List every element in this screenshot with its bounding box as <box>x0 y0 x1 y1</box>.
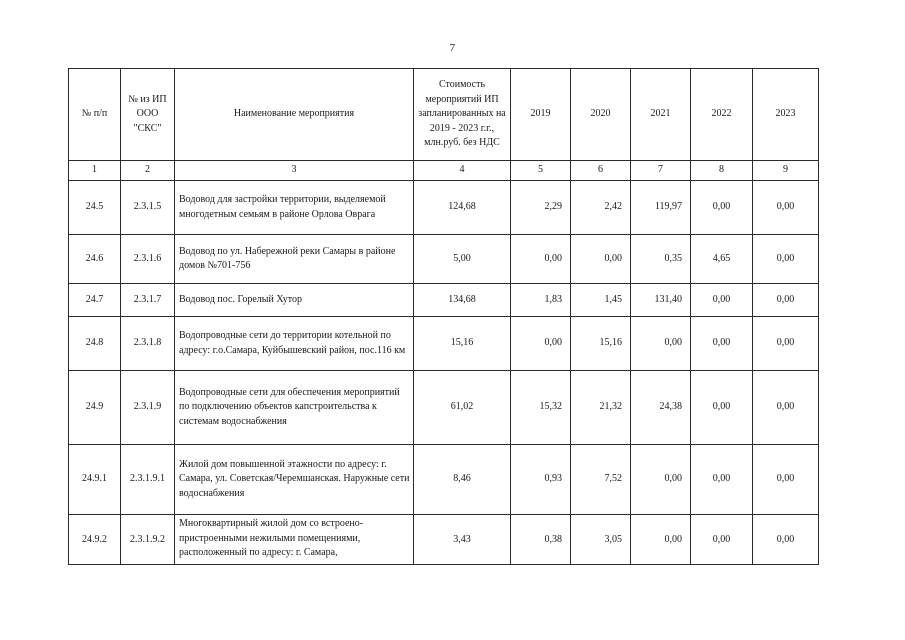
cost-2019: 1,83 <box>511 284 571 317</box>
cost-2020: 3,05 <box>571 515 631 565</box>
column-index: 8 <box>691 161 753 181</box>
cost-2019: 0,38 <box>511 515 571 565</box>
column-index: 1 <box>69 161 121 181</box>
header-ip-number: № из ИП ООО "СКС" <box>121 69 175 161</box>
column-index: 3 <box>175 161 414 181</box>
cost-2019: 0,00 <box>511 317 571 371</box>
cost-2020: 21,32 <box>571 371 631 445</box>
row-number: 24.8 <box>69 317 121 371</box>
cost-2021: 0,00 <box>631 515 691 565</box>
activity-name: Водопроводные сети для обеспечения мероприятий по подключению объектов капстроительства к системам водоснабжения <box>175 371 414 445</box>
column-index: 4 <box>414 161 511 181</box>
cost-2022: 0,00 <box>691 317 753 371</box>
ip-number: 2.3.1.9.2 <box>121 515 175 565</box>
cost-2019: 0,93 <box>511 445 571 515</box>
total-cost: 124,68 <box>414 181 511 235</box>
total-cost: 3,43 <box>414 515 511 565</box>
header-activity-name: Наименование мероприятия <box>175 69 414 161</box>
cost-2019: 15,32 <box>511 371 571 445</box>
total-cost: 134,68 <box>414 284 511 317</box>
investment-program-table <box>68 68 819 565</box>
column-index: 2 <box>121 161 175 181</box>
table-row <box>69 235 819 284</box>
cost-2021: 0,35 <box>631 235 691 284</box>
ip-number: 2.3.1.5 <box>121 181 175 235</box>
cost-2023: 0,00 <box>753 445 819 515</box>
column-index: 5 <box>511 161 571 181</box>
cost-2022: 0,00 <box>691 371 753 445</box>
row-number: 24.5 <box>69 181 121 235</box>
row-number: 24.9.2 <box>69 515 121 565</box>
header-row-number: № п/п <box>69 69 121 161</box>
activity-name: Жилой дом повышенной этажности по адресу: г. Самара, ул. Советская/Черемшанская. Наружные сети водоснабжения <box>175 445 414 515</box>
cost-2022: 0,00 <box>691 445 753 515</box>
cost-2021: 24,38 <box>631 371 691 445</box>
header-total-cost: Стоимость мероприятий ИП запланированных на 2019 - 2023 г.г., млн.руб. без НДС <box>414 69 511 161</box>
ip-number: 2.3.1.6 <box>121 235 175 284</box>
cost-2020: 7,52 <box>571 445 631 515</box>
table-row <box>69 181 819 235</box>
table-row <box>69 371 819 445</box>
header-year-2023: 2023 <box>753 69 819 161</box>
total-cost: 8,46 <box>414 445 511 515</box>
header-year-2019: 2019 <box>511 69 571 161</box>
table-row <box>69 515 819 565</box>
column-index: 7 <box>631 161 691 181</box>
cost-2023: 0,00 <box>753 284 819 317</box>
ip-number: 2.3.1.7 <box>121 284 175 317</box>
ip-number: 2.3.1.8 <box>121 317 175 371</box>
page-number: 7 <box>449 42 456 54</box>
row-number: 24.9.1 <box>69 445 121 515</box>
cost-2022: 0,00 <box>691 284 753 317</box>
table-row <box>69 317 819 371</box>
cost-2023: 0,00 <box>753 317 819 371</box>
activity-name: Водопроводные сети до территории котельной по адресу: г.о.Самара, Куйбышевский район, пос.116 км <box>175 317 414 371</box>
column-index: 9 <box>753 161 819 181</box>
cost-2023: 0,00 <box>753 515 819 565</box>
activity-name: Водовод для застройки территории, выделяемой многодетным семьям в районе Орлова Оврага <box>175 181 414 235</box>
activity-name: Водовод пос. Горелый Хутор <box>175 284 414 317</box>
activity-name: Многоквартирный жилой дом со встроено-пристроенными нежилыми помещениями, расположенный по адресу: г. Самара, <box>175 515 414 565</box>
cost-2020: 0,00 <box>571 235 631 284</box>
table-row <box>69 284 819 317</box>
cost-2020: 2,42 <box>571 181 631 235</box>
column-index-row <box>69 161 819 181</box>
header-year-2022: 2022 <box>691 69 753 161</box>
row-number: 24.7 <box>69 284 121 317</box>
cost-2022: 4,65 <box>691 235 753 284</box>
total-cost: 15,16 <box>414 317 511 371</box>
ip-number: 2.3.1.9.1 <box>121 445 175 515</box>
ip-number: 2.3.1.9 <box>121 371 175 445</box>
table-row <box>69 445 819 515</box>
table-header-row <box>69 69 819 161</box>
cost-2021: 119,97 <box>631 181 691 235</box>
activity-name: Водовод по ул. Набережной реки Самары в районе домов №701-756 <box>175 235 414 284</box>
column-index: 6 <box>571 161 631 181</box>
cost-2020: 1,45 <box>571 284 631 317</box>
cost-2023: 0,00 <box>753 371 819 445</box>
row-number: 24.9 <box>69 371 121 445</box>
cost-2022: 0,00 <box>691 181 753 235</box>
cost-2019: 2,29 <box>511 181 571 235</box>
header-year-2020: 2020 <box>571 69 631 161</box>
cost-2023: 0,00 <box>753 181 819 235</box>
cost-2019: 0,00 <box>511 235 571 284</box>
cost-2023: 0,00 <box>753 235 819 284</box>
cost-2020: 15,16 <box>571 317 631 371</box>
cost-2022: 0,00 <box>691 515 753 565</box>
cost-2021: 0,00 <box>631 445 691 515</box>
total-cost: 61,02 <box>414 371 511 445</box>
cost-2021: 131,40 <box>631 284 691 317</box>
header-year-2021: 2021 <box>631 69 691 161</box>
total-cost: 5,00 <box>414 235 511 284</box>
row-number: 24.6 <box>69 235 121 284</box>
cost-2021: 0,00 <box>631 317 691 371</box>
